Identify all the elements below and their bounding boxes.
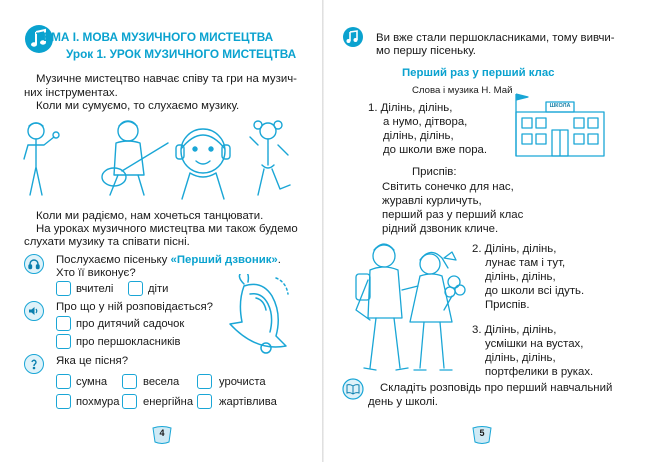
checkbox-solemn[interactable] bbox=[197, 374, 212, 389]
question-icon bbox=[24, 354, 44, 374]
checkbox-gloomy[interactable] bbox=[56, 394, 71, 409]
intro-line-3: Коли ми сумуємо, то слухаємо музику. bbox=[36, 100, 240, 112]
q1-text bbox=[56, 253, 281, 267]
q1-song-title: «Перший дзвоник» bbox=[170, 254, 278, 266]
speaker-icon bbox=[24, 301, 44, 321]
intro-line-1: Ви вже стали першокласниками, тому вивчи- bbox=[376, 32, 615, 44]
book-icon bbox=[342, 378, 364, 400]
school-sign: ШКОЛА bbox=[549, 103, 571, 109]
theme-title: ТЕМА І. МОВА МУЗИЧНОГО МИСТЕЦТВА bbox=[36, 30, 274, 44]
verse1-line-4: до школи вже пора. bbox=[383, 144, 488, 156]
option-sad: сумна bbox=[76, 376, 108, 388]
school-bell-illustration bbox=[214, 274, 304, 360]
song-credits: Слова і музика Н. Май bbox=[412, 85, 513, 96]
q1-line2: Хто її виконує? bbox=[56, 267, 136, 279]
verse3-line-1: 3. Ділінь, ділінь, bbox=[472, 324, 557, 336]
children-walking-illustration bbox=[348, 240, 468, 378]
verse2-line-4: до школи всі ідуть. bbox=[485, 285, 585, 297]
checkbox-teachers[interactable] bbox=[56, 281, 71, 296]
song-title: Перший раз у перший клас bbox=[402, 67, 555, 79]
option-playful: жартівлива bbox=[219, 396, 277, 408]
chorus-line-4: рідний дзвоник кличе. bbox=[382, 223, 499, 235]
option-gloomy: похмура bbox=[76, 396, 120, 408]
chorus-line-1: Світить сонечко для нас, bbox=[382, 181, 514, 193]
option-kindergarten: про дитячий садочок bbox=[76, 318, 185, 330]
option-children: діти bbox=[148, 283, 169, 295]
checkbox-sad[interactable] bbox=[56, 374, 71, 389]
verse1-line-2: а нумо, дітвора, bbox=[383, 116, 468, 128]
intro-line-2: них інструментах. bbox=[24, 87, 118, 99]
option-solemn: урочиста bbox=[219, 376, 266, 388]
q3-text: Яка це пісня? bbox=[56, 355, 129, 367]
left-page bbox=[0, 0, 322, 462]
lesson-title: Урок 1. УРОК МУЗИЧНОГО МИСТЕЦТВА bbox=[66, 47, 297, 61]
intro-line-2: мо першу пісеньку. bbox=[376, 45, 476, 57]
q1-prefix: Послухаємо пісеньку bbox=[56, 254, 171, 266]
school-building-illustration bbox=[510, 90, 610, 158]
para2-line-1: Коли ми радіємо, нам хочеться танцювати. bbox=[36, 210, 264, 222]
checkbox-cheerful[interactable] bbox=[122, 374, 137, 389]
checkbox-playful[interactable] bbox=[197, 394, 212, 409]
music-badge-icon bbox=[342, 26, 364, 48]
children-illustration bbox=[18, 115, 303, 203]
verse1-line-3: ділінь, ділінь, bbox=[383, 130, 454, 142]
chorus-line-2: журавлі курличуть, bbox=[382, 195, 482, 207]
q2-text: Про що у ній розповідається? bbox=[56, 301, 213, 313]
para2-line-3: слухати музику та співати пісні. bbox=[24, 236, 190, 248]
verse2-line-3: ділінь, ділінь, bbox=[485, 271, 556, 283]
verse1-line-1: 1. Ділінь, ділінь, bbox=[368, 102, 453, 114]
para2-line-2: На уроках музичного мистецтва ми також будемо bbox=[36, 223, 298, 235]
option-energetic: енергійна bbox=[143, 396, 194, 408]
option-first-graders: про першокласників bbox=[76, 336, 181, 348]
checkbox-kindergarten[interactable] bbox=[56, 316, 71, 331]
verse3-line-4: портфелики в руках. bbox=[485, 366, 594, 378]
checkbox-first-graders[interactable] bbox=[56, 334, 71, 349]
chorus-label: Приспів: bbox=[412, 166, 457, 178]
page-number-left: 4 bbox=[151, 426, 173, 444]
task-line-1: Складіть розповідь про перший навчальний bbox=[380, 382, 613, 394]
verse2-line-2: лунає там і тут, bbox=[485, 257, 566, 269]
right-page bbox=[324, 0, 646, 462]
task-line-2: день у школі. bbox=[368, 396, 438, 408]
option-cheerful: весела bbox=[143, 376, 180, 388]
option-teachers: вчителі bbox=[76, 283, 114, 295]
checkbox-children[interactable] bbox=[128, 281, 143, 296]
verse2-line-1: 2. Ділінь, ділінь, bbox=[472, 243, 557, 255]
verse3-line-3: ділінь, ділінь, bbox=[485, 352, 556, 364]
checkbox-energetic[interactable] bbox=[122, 394, 137, 409]
headphones-icon bbox=[24, 254, 44, 274]
page-number-right: 5 bbox=[471, 426, 493, 444]
q1-suffix: . bbox=[277, 254, 281, 266]
verse2-refrain: Приспів. bbox=[485, 299, 530, 311]
chorus-line-3: перший раз у перший клас bbox=[382, 209, 524, 221]
verse3-line-2: усмішки на вустах, bbox=[485, 338, 584, 350]
intro-line-1: Музичне мистецтво навчає співу та гри на музич- bbox=[36, 73, 297, 85]
